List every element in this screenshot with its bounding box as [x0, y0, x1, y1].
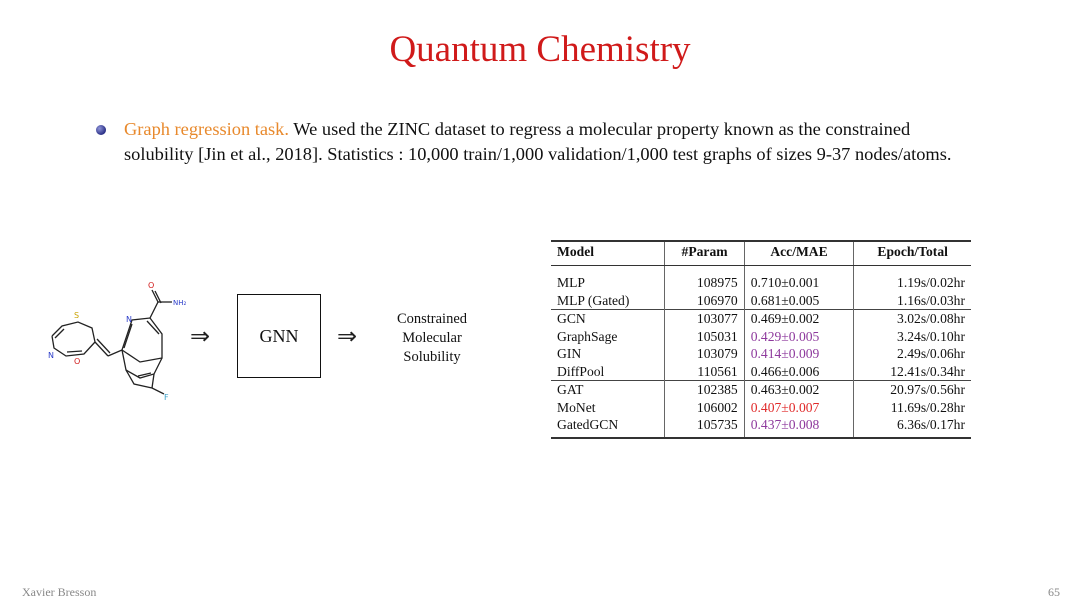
cell-param: 106002: [665, 399, 744, 417]
atom-f-label: F: [164, 393, 169, 402]
cell-param: 103077: [665, 310, 744, 328]
results-table: [551, 240, 971, 439]
footer-author: Xavier Bresson: [22, 585, 97, 599]
table-row: [551, 381, 971, 399]
cell-epoch: 2.49s/0.06hr: [854, 345, 971, 363]
table-body: [551, 266, 971, 438]
molecule-diagram: [40, 278, 210, 408]
output-line-1: Constrained: [396, 311, 468, 327]
cell-acc: 0.466±0.006: [744, 363, 854, 381]
cell-epoch: 6.36s/0.17hr: [854, 416, 971, 438]
cell-param: 108975: [665, 266, 744, 292]
cell-param: 102385: [665, 381, 744, 399]
cell-epoch: 12.41s/0.34hr: [854, 363, 971, 381]
atom-o-label: O: [74, 357, 81, 366]
gnn-box: [237, 294, 321, 378]
cell-acc: 0.710±0.001: [744, 266, 854, 292]
cell-acc: 0.463±0.002: [744, 381, 854, 399]
output-line-3: Solubility: [403, 349, 461, 365]
cell-model: DiffPool: [557, 363, 605, 379]
results-table-wrap: [551, 240, 971, 439]
cell-epoch: 3.24s/0.10hr: [854, 328, 971, 346]
bullet-item: [96, 117, 956, 167]
cell-acc: 0.437±0.008: [744, 416, 854, 438]
cell-param: 105735: [665, 416, 744, 438]
table-header-row: [551, 241, 971, 266]
atom-n1-label: N: [48, 351, 54, 360]
table-row: [551, 310, 971, 328]
atom-nh2-label: NH₂: [173, 299, 187, 307]
cell-model: GraphSage: [557, 328, 618, 344]
cell-acc: 0.469±0.002: [744, 310, 854, 328]
bullet-highlight: Graph regression task.: [124, 119, 289, 139]
output-label: [382, 310, 482, 367]
footer-page-number: 65: [1048, 585, 1060, 599]
bullet-text: [124, 117, 956, 167]
table-row: [551, 399, 971, 417]
cell-acc: 0.407±0.007: [744, 399, 854, 417]
table-row: [551, 266, 971, 292]
header-model: Model: [551, 241, 665, 266]
cell-model: GIN: [557, 346, 582, 361]
header-param: #Param: [665, 241, 744, 266]
cell-model: MoNet: [557, 399, 596, 415]
cell-model: GatedGCN: [551, 416, 665, 438]
cell-param: 103079: [665, 345, 744, 363]
atom-o2-label: O: [148, 281, 155, 290]
table-row: [551, 345, 971, 363]
atom-s-label: S: [74, 311, 80, 320]
cell-acc: 0.429±0.005: [744, 328, 854, 346]
header-acc: Acc/MAE: [744, 241, 854, 266]
cell-acc: 0.681±0.005: [744, 292, 854, 310]
cell-epoch: 1.19s/0.02hr: [854, 266, 971, 292]
implies-arrow-2: ⇒: [337, 322, 358, 350]
cell-acc: 0.414±0.009: [744, 345, 854, 363]
implies-arrow-1: ⇒: [190, 322, 211, 350]
table-row: [551, 363, 971, 381]
bullet-body: We used the ZINC dataset to regress a molecular property known as the constrained solubility [Jin et al., 2018]. Statistics : 10,000 train/1,000 validation/1,000 test graphs of sizes 9-37 nodes/atoms.: [124, 119, 952, 164]
cell-epoch: 11.69s/0.28hr: [854, 399, 971, 417]
cell-model: MLP: [557, 275, 585, 290]
cell-epoch: 1.16s/0.03hr: [854, 292, 971, 310]
cell-param: 106970: [665, 292, 744, 310]
atom-n2-label: N: [126, 315, 132, 324]
table-row: [551, 328, 971, 346]
header-epoch: Epoch/Total: [854, 241, 971, 266]
cell-model: MLP (Gated): [557, 292, 630, 308]
cell-epoch: 20.97s/0.56hr: [854, 381, 971, 399]
table-row: [551, 292, 971, 310]
cell-param: 110561: [665, 363, 744, 381]
cell-epoch: 3.02s/0.08hr: [854, 310, 971, 328]
slide-title: Quantum Chemistry: [389, 29, 691, 70]
output-line-2: Molecular: [402, 330, 462, 346]
cell-model: GCN: [551, 310, 665, 328]
table-row: [551, 416, 971, 438]
cell-model: GAT: [551, 381, 665, 399]
gnn-label: GNN: [259, 325, 299, 346]
cell-param: 105031: [665, 328, 744, 346]
bullet-dot-icon: [96, 125, 106, 135]
